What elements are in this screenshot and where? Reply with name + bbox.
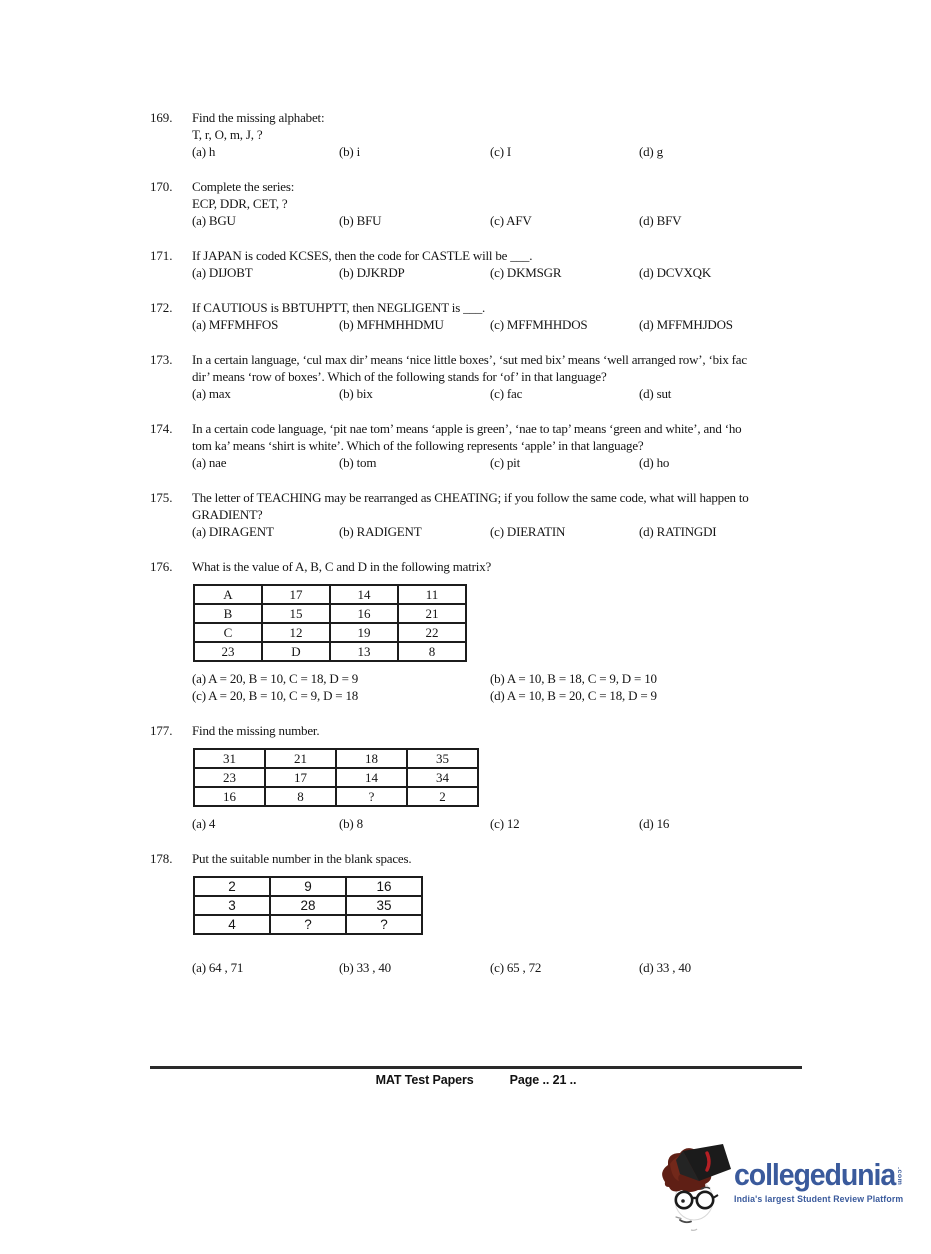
table-cell: 14: [336, 768, 407, 787]
question-text-line: dir’ means ‘row of boxes’. Which of the following stands for ‘of’ in that language?: [192, 369, 607, 384]
table-cell: 31: [194, 749, 265, 768]
table-cell: 12: [262, 623, 330, 642]
answer-option: (d) g: [639, 144, 663, 159]
question-body: [192, 489, 820, 540]
table-cell: 23: [194, 642, 262, 661]
answer-option: (a) MFFMHFOS: [192, 317, 279, 332]
question-number: 173.: [150, 352, 173, 367]
options-row: [192, 670, 820, 687]
table-row: [194, 877, 422, 896]
answer-option: (b) 33 , 40: [339, 960, 391, 975]
logo-tagline: India's largest Student Review Platform: [734, 1194, 904, 1204]
logo-brand-name: collegedunia: [734, 1157, 896, 1192]
question-number: 171.: [150, 248, 173, 263]
question-body: [192, 558, 820, 704]
footer-divider: [150, 1066, 802, 1069]
question-body: [192, 351, 820, 402]
question-text-line: ECP, DDR, CET, ?: [192, 196, 288, 211]
logo-text-block: [734, 1159, 917, 1204]
question-body: [192, 178, 820, 229]
question-174: [150, 420, 820, 471]
answer-option: (c) A = 20, B = 10, C = 9, D = 18: [192, 688, 359, 703]
answer-option: (b) BFU: [339, 213, 382, 228]
table-cell: 11: [398, 585, 466, 604]
question-number: 177.: [150, 723, 173, 738]
options-row: [192, 815, 820, 832]
question-number: 178.: [150, 851, 173, 866]
table-row: [194, 787, 478, 806]
table-cell: 9: [270, 877, 346, 896]
question-number: 169.: [150, 110, 173, 125]
question-170: [150, 178, 820, 229]
answer-option: (b) bix: [339, 386, 373, 401]
question-169: [150, 109, 820, 160]
question-text-line: In a certain code language, ‘pit nae tom’ means ‘apple is green’, ‘nae to tap’ means ‘green and white’, and ‘ho: [192, 421, 742, 436]
answer-option: (d) sut: [639, 386, 672, 401]
question-text-line: The letter of TEACHING may be rearranged as CHEATING; if you follow the same code, what will happen to: [192, 490, 749, 505]
answer-option: (b) DJKRDP: [339, 265, 405, 280]
table-cell: ?: [336, 787, 407, 806]
table-cell: 35: [346, 896, 422, 915]
footer-doc-title: MAT Test Papers: [375, 1073, 474, 1087]
table-row: [194, 896, 422, 915]
question-text-line: Find the missing alphabet:: [192, 110, 325, 125]
options-row: [192, 385, 820, 402]
options-row: [192, 143, 820, 160]
question-text-line: tom ka’ means ‘shirt is white’. Which of the following represents ‘apple’ in that language?: [192, 438, 644, 453]
options-row: [192, 212, 820, 229]
footer-page-number: Page .. 21 ..: [509, 1073, 577, 1087]
table-cell: 8: [398, 642, 466, 661]
table-cell: 13: [330, 642, 398, 661]
options-row: [192, 687, 820, 704]
table-cell: ?: [346, 915, 422, 934]
answer-option: (a) 64 , 71: [192, 960, 244, 975]
answer-option: (c) DIERATIN: [490, 524, 566, 539]
table-cell: 18: [336, 749, 407, 768]
answer-option: (c) DKMSGR: [490, 265, 562, 280]
options-row: [192, 454, 820, 471]
table-cell: 17: [265, 768, 336, 787]
question-text-line: T, r, O, m, J, ?: [192, 127, 263, 142]
question-178: [150, 850, 820, 976]
question-body: [192, 722, 820, 832]
question-171: [150, 247, 820, 281]
table-cell: B: [194, 604, 262, 623]
table-cell: D: [262, 642, 330, 661]
table-cell: C: [194, 623, 262, 642]
table-cell: 21: [265, 749, 336, 768]
table-cell: 22: [398, 623, 466, 642]
table-row: [194, 642, 466, 661]
table-row: [194, 915, 422, 934]
answer-option: (b) A = 10, B = 18, C = 9, D = 10: [490, 671, 657, 686]
table-cell: 28: [270, 896, 346, 915]
logo-brand: [734, 1159, 902, 1190]
answer-option: (d) DCVXQK: [639, 265, 712, 280]
answer-option: (a) DIJOBT: [192, 265, 253, 280]
question-176: [150, 558, 820, 704]
answer-option: (c) pit: [490, 455, 521, 470]
table-cell: 16: [194, 787, 265, 806]
answer-option: (a) h: [192, 144, 216, 159]
table-cell: 2: [407, 787, 478, 806]
logo-tld: .com: [896, 1167, 903, 1186]
question-text-line: In a certain language, ‘cul max dir’ means ‘nice little boxes’, ‘sut med bix’ means ‘well arranged row’, ‘bix fac: [192, 352, 747, 367]
question-173: [150, 351, 820, 402]
options-row: [192, 264, 820, 281]
answer-option: (d) RATINGDI: [639, 524, 717, 539]
table-row: [194, 749, 478, 768]
table-cell: 14: [330, 585, 398, 604]
table-cell: 8: [265, 787, 336, 806]
table-cell: 35: [407, 749, 478, 768]
question-text-line: Find the missing number.: [192, 723, 320, 738]
table-row: [194, 623, 466, 642]
answer-option: (b) tom: [339, 455, 377, 470]
questions-list: [150, 109, 820, 994]
answer-option: (c) I: [490, 144, 512, 159]
question-172: [150, 299, 820, 333]
question-text-line: Put the suitable number in the blank spaces.: [192, 851, 412, 866]
question-177: [150, 722, 820, 832]
options-row: [192, 523, 820, 540]
table-row: [194, 768, 478, 787]
answer-option: (b) i: [339, 144, 361, 159]
options-row: [192, 316, 820, 333]
answer-option: (c) fac: [490, 386, 523, 401]
answer-option: (a) nae: [192, 455, 227, 470]
answer-option: (b) 8: [339, 816, 363, 831]
table-cell: A: [194, 585, 262, 604]
question-body: [192, 420, 820, 471]
answer-option: (d) 16: [639, 816, 670, 831]
question-text-line: If JAPAN is coded KCSES, then the code for CASTLE will be ___.: [192, 248, 533, 263]
table-cell: 4: [194, 915, 270, 934]
question-text-line: What is the value of A, B, C and D in the following matrix?: [192, 559, 492, 574]
question-number: 176.: [150, 559, 173, 574]
table-cell: 34: [407, 768, 478, 787]
question-body: [192, 109, 820, 160]
answer-option: (a) DIRAGENT: [192, 524, 274, 539]
table-cell: 2: [194, 877, 270, 896]
answer-option: (c) 65 , 72: [490, 960, 542, 975]
question-table: [193, 584, 467, 662]
question-table: [193, 876, 423, 935]
answer-option: (d) A = 10, B = 20, C = 18, D = 9: [490, 688, 657, 703]
question-number: 172.: [150, 300, 173, 315]
table-cell: 21: [398, 604, 466, 623]
table-row: [194, 585, 466, 604]
question-number: 170.: [150, 179, 173, 194]
answer-option: (a) BGU: [192, 213, 236, 228]
question-text-line: Complete the series:: [192, 179, 295, 194]
graduate-boy-mascot-icon: [650, 1138, 734, 1238]
collegedunia-logo: [650, 1138, 917, 1238]
answer-option: (a) 4: [192, 816, 216, 831]
page-footer: [150, 1073, 802, 1087]
answer-option: (c) AFV: [490, 213, 532, 228]
options-row: [192, 959, 820, 976]
question-text-line: If CAUTIOUS is BBTUHPTT, then NEGLIGENT is ___.: [192, 300, 486, 315]
answer-option: (a) A = 20, B = 10, C = 18, D = 9: [192, 671, 359, 686]
table-cell: 19: [330, 623, 398, 642]
question-175: [150, 489, 820, 540]
answer-option: (b) RADIGENT: [339, 524, 422, 539]
table-cell: 3: [194, 896, 270, 915]
table-cell: 15: [262, 604, 330, 623]
question-number: 175.: [150, 490, 173, 505]
table-cell: 16: [330, 604, 398, 623]
answer-option: (c) MFFMHHDOS: [490, 317, 588, 332]
answer-option: (c) 12: [490, 816, 520, 831]
answer-option: (d) MFFMHJDOS: [639, 317, 733, 332]
answer-option: (a) max: [192, 386, 231, 401]
answer-option: (d) ho: [639, 455, 670, 470]
answer-option: (d) 33 , 40: [639, 960, 691, 975]
question-body: [192, 247, 820, 281]
table-cell: 16: [346, 877, 422, 896]
table-cell: 23: [194, 768, 265, 787]
question-number: 174.: [150, 421, 173, 436]
answer-option: (b) MFHMHHDMU: [339, 317, 444, 332]
question-table: [193, 748, 479, 807]
table-row: [194, 604, 466, 623]
question-body: [192, 299, 820, 333]
table-cell: 17: [262, 585, 330, 604]
question-text-line: GRADIENT?: [192, 507, 263, 522]
answer-option: (d) BFV: [639, 213, 682, 228]
question-body: [192, 850, 820, 976]
table-cell: ?: [270, 915, 346, 934]
